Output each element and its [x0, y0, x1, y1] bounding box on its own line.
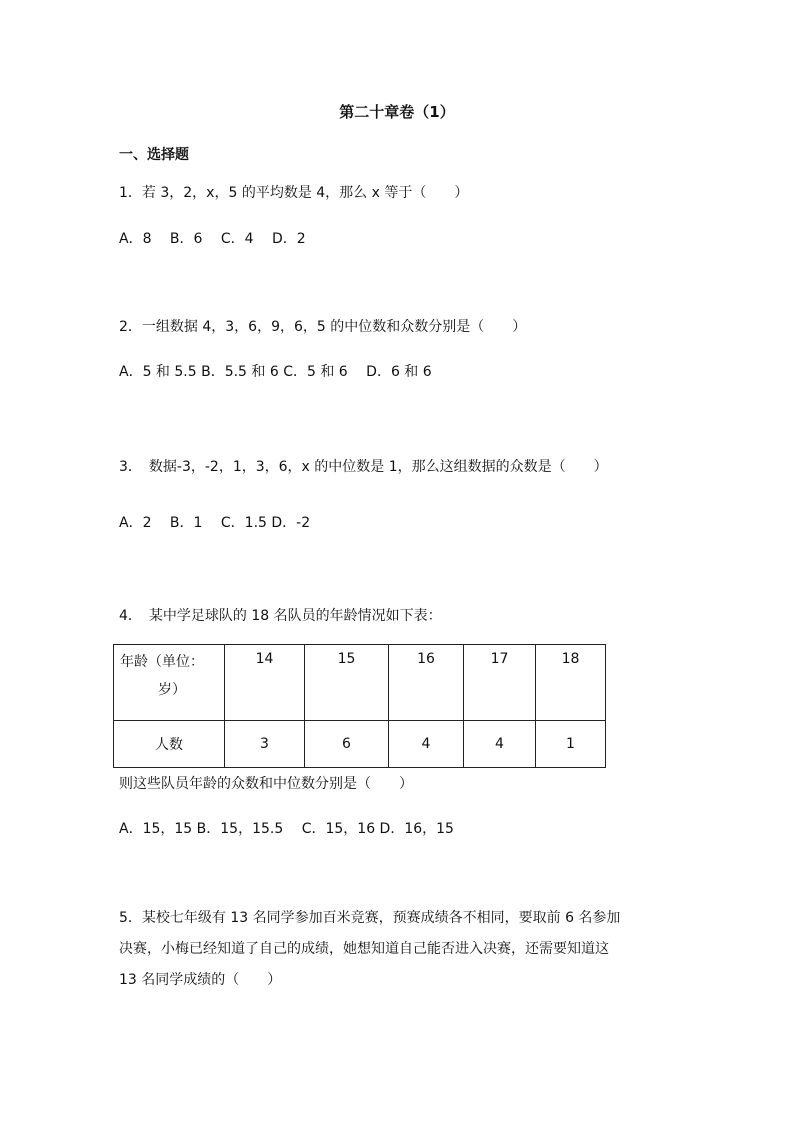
- question-5-line3: 13 名同学成绩的（ ）: [119, 972, 282, 988]
- table-cell-age: 15: [305, 645, 389, 721]
- section-heading: 一、选择题: [119, 147, 189, 163]
- age-label-line2: 岁）: [158, 682, 186, 698]
- table-cell-count: 3: [225, 721, 305, 768]
- question-3-options: A．2 B．1 C．1.5 D．-2: [119, 515, 311, 531]
- table-cell-count: 4: [389, 721, 464, 768]
- question-4-text: 4． 某中学足球队的 18 名队员的年龄情况如下表：: [119, 608, 442, 624]
- table-header-age: [114, 645, 225, 721]
- table-cell-age: 18: [536, 645, 606, 721]
- question-1-options: A．8 B．6 C．4 D．2: [119, 231, 306, 247]
- question-2-options: A．5 和 5.5 B．5.5 和 6 C．5 和 6 D．6 和 6: [119, 364, 432, 380]
- age-table: [113, 644, 606, 768]
- table-cell-count: 1: [536, 721, 606, 768]
- table-cell-age: 17: [464, 645, 536, 721]
- table-header-count: 人数: [114, 721, 225, 768]
- table-row-counts: [114, 721, 606, 768]
- question-5-line2: 决赛，小梅已经知道了自己的成绩，她想知道自己能否进入决赛，还需要知道这: [119, 941, 609, 957]
- question-3-text: 3． 数据-3，-2，1，3，6，x 的中位数是 1，那么这组数据的众数是（ ）: [119, 459, 608, 475]
- question-1-text: 1．若 3，2，x，5 的平均数是 4，那么 x 等于（ ）: [119, 185, 469, 201]
- question-5-line1: 5．某校七年级有 13 名同学参加百米竞赛，预赛成绩各不相同，要取前 6 名参加: [119, 910, 621, 926]
- table-cell-age: 16: [389, 645, 464, 721]
- table-cell-count: 4: [464, 721, 536, 768]
- page-title: 第二十章卷（1）: [339, 103, 455, 121]
- age-label-line1: 年龄（单位：: [120, 654, 204, 670]
- question-4-question: 则这些队员年龄的众数和中位数分别是（ ）: [119, 776, 413, 792]
- table-row-ages: [114, 645, 606, 721]
- table-cell-count: 6: [305, 721, 389, 768]
- question-4-options: A．15，15 B．15，15.5 C．15，16 D．16，15: [119, 821, 454, 837]
- table-cell-age: 14: [225, 645, 305, 721]
- question-2-text: 2．一组数据 4，3，6，9，6，5 的中位数和众数分别是（ ）: [119, 319, 527, 335]
